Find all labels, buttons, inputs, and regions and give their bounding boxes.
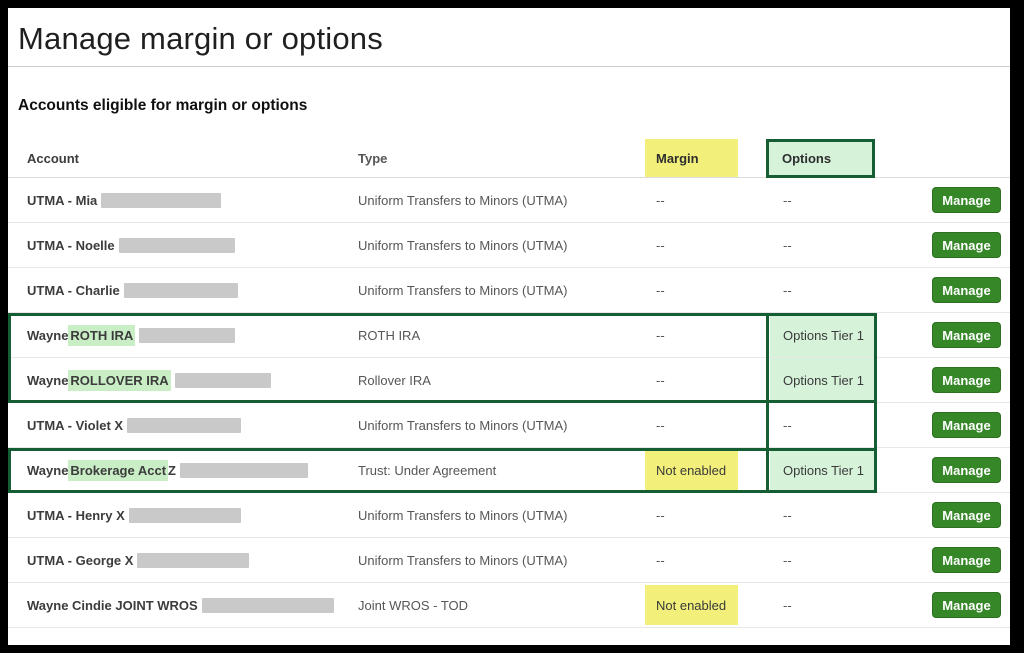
table-row <box>8 358 1010 403</box>
manage-button[interactable]: Manage <box>932 412 1001 438</box>
options-cell <box>770 268 875 312</box>
account-cell <box>8 223 358 267</box>
manage-button[interactable]: Manage <box>932 592 1001 618</box>
page-content <box>8 8 1010 645</box>
table-row <box>8 178 1010 223</box>
table-row <box>8 403 1010 448</box>
account-type: Uniform Transfers to Minors (UTMA) <box>358 237 568 253</box>
options-value: -- <box>783 192 792 208</box>
redaction-box <box>119 238 235 253</box>
manage-cell <box>875 313 1010 357</box>
margin-header-label: Margin <box>656 150 699 166</box>
manage-cell <box>875 178 1010 222</box>
account-type: ROTH IRA <box>358 327 421 343</box>
column-header-options <box>770 139 875 177</box>
account-cell <box>8 493 358 537</box>
account-name: UTMA - Henry X <box>27 507 125 523</box>
margin-cell <box>645 268 770 312</box>
account-name: Wayne <box>27 372 69 388</box>
manage-cell <box>875 358 1010 402</box>
account-cell <box>8 178 358 222</box>
margin-value: Not enabled <box>645 450 738 490</box>
margin-cell <box>645 178 770 222</box>
table-row <box>8 223 1010 268</box>
redaction-box <box>124 283 238 298</box>
account-type: Rollover IRA <box>358 372 431 388</box>
options-value: -- <box>783 282 792 298</box>
table-header <box>8 139 1010 178</box>
account-name: UTMA - George X <box>27 552 134 568</box>
margin-value: -- <box>656 192 665 208</box>
manage-button[interactable]: Manage <box>932 547 1001 573</box>
account-type: Joint WROS - TOD <box>358 597 469 613</box>
account-type: Trust: Under Agreement <box>358 462 497 478</box>
margin-value: -- <box>656 372 665 388</box>
margin-cell <box>645 313 770 357</box>
accounts-table <box>8 139 1010 628</box>
margin-value: -- <box>656 327 665 343</box>
account-name: UTMA - Violet X <box>27 417 124 433</box>
manage-cell <box>875 538 1010 582</box>
manage-cell <box>875 403 1010 447</box>
manage-cell <box>875 583 1010 627</box>
options-value: Options Tier 1 <box>770 358 874 402</box>
account-cell <box>8 313 358 357</box>
column-header-account: Account <box>27 150 79 166</box>
options-value: -- <box>783 237 792 253</box>
title-divider <box>8 66 1010 67</box>
page-title: Manage margin or options <box>18 21 383 56</box>
options-value: -- <box>783 507 792 523</box>
manage-button[interactable]: Manage <box>932 322 1001 348</box>
account-name: UTMA - Charlie <box>27 282 120 298</box>
redaction-box <box>101 193 221 208</box>
table-row <box>8 538 1010 583</box>
margin-value: Not enabled <box>645 585 738 625</box>
margin-cell <box>645 403 770 447</box>
redaction-box <box>175 373 271 388</box>
options-cell <box>770 448 875 492</box>
options-value: -- <box>783 417 792 433</box>
margin-cell <box>645 223 770 267</box>
table-row <box>8 493 1010 538</box>
options-value: Options Tier 1 <box>770 313 874 357</box>
margin-cell <box>645 493 770 537</box>
account-type: Uniform Transfers to Minors (UTMA) <box>358 192 568 208</box>
margin-cell <box>645 358 770 402</box>
account-name-highlight: ROLLOVER IRA <box>68 370 170 391</box>
account-name: UTMA - Mia <box>27 192 98 208</box>
account-cell <box>8 538 358 582</box>
table-body <box>8 178 1010 628</box>
manage-cell <box>875 223 1010 267</box>
account-name: Wayne <box>27 462 69 478</box>
account-cell <box>8 403 358 447</box>
margin-value: -- <box>656 507 665 523</box>
options-value: Options Tier 1 <box>770 448 874 492</box>
options-cell <box>770 358 875 402</box>
redaction-box <box>127 418 241 433</box>
account-name-highlight: ROTH IRA <box>68 325 135 346</box>
account-cell <box>8 358 358 402</box>
options-value: -- <box>783 597 792 613</box>
options-cell <box>770 583 875 627</box>
account-name-suffix: Z <box>168 462 176 478</box>
account-type: Uniform Transfers to Minors (UTMA) <box>358 552 568 568</box>
manage-button[interactable]: Manage <box>932 232 1001 258</box>
options-cell <box>770 538 875 582</box>
manage-button[interactable]: Manage <box>932 187 1001 213</box>
column-header-manage-spacer <box>875 139 1010 177</box>
margin-cell <box>645 538 770 582</box>
account-name: Wayne Cindie JOINT WROS <box>27 597 198 613</box>
account-name: UTMA - Noelle <box>27 237 115 253</box>
margin-cell <box>645 448 770 492</box>
manage-cell <box>875 493 1010 537</box>
options-cell <box>770 223 875 267</box>
account-cell <box>8 448 358 492</box>
options-cell <box>770 493 875 537</box>
options-cell <box>770 313 875 357</box>
section-heading: Accounts eligible for margin or options <box>18 97 308 114</box>
table-row <box>8 583 1010 628</box>
margin-value: -- <box>656 237 665 253</box>
manage-button[interactable]: Manage <box>932 502 1001 528</box>
margin-cell <box>645 583 770 627</box>
options-cell <box>770 178 875 222</box>
margin-value: -- <box>656 552 665 568</box>
column-header-type: Type <box>358 150 388 166</box>
margin-header-highlight <box>645 139 738 177</box>
manage-button[interactable]: Manage <box>932 367 1001 393</box>
table-row <box>8 313 1010 358</box>
table-row <box>8 448 1010 493</box>
manage-button[interactable]: Manage <box>932 457 1001 483</box>
manage-cell <box>875 268 1010 312</box>
account-name: Wayne <box>27 327 69 343</box>
manage-cell <box>875 448 1010 492</box>
account-type: Uniform Transfers to Minors (UTMA) <box>358 417 568 433</box>
redaction-box <box>139 328 235 343</box>
options-cell <box>770 403 875 447</box>
redaction-box <box>137 553 249 568</box>
redaction-box <box>202 598 334 613</box>
redaction-box <box>129 508 241 523</box>
account-type: Uniform Transfers to Minors (UTMA) <box>358 282 568 298</box>
column-header-margin <box>645 139 770 177</box>
options-header-highlight-box <box>766 139 875 178</box>
manage-button[interactable]: Manage <box>932 277 1001 303</box>
table-row <box>8 268 1010 313</box>
options-value: -- <box>783 552 792 568</box>
redaction-box <box>180 463 308 478</box>
margin-value: -- <box>656 282 665 298</box>
account-name-highlight: Brokerage Acct <box>68 460 168 481</box>
margin-value: -- <box>656 417 665 433</box>
account-cell <box>8 583 358 627</box>
account-type: Uniform Transfers to Minors (UTMA) <box>358 507 568 523</box>
options-header-label: Options <box>782 150 832 166</box>
account-cell <box>8 268 358 312</box>
